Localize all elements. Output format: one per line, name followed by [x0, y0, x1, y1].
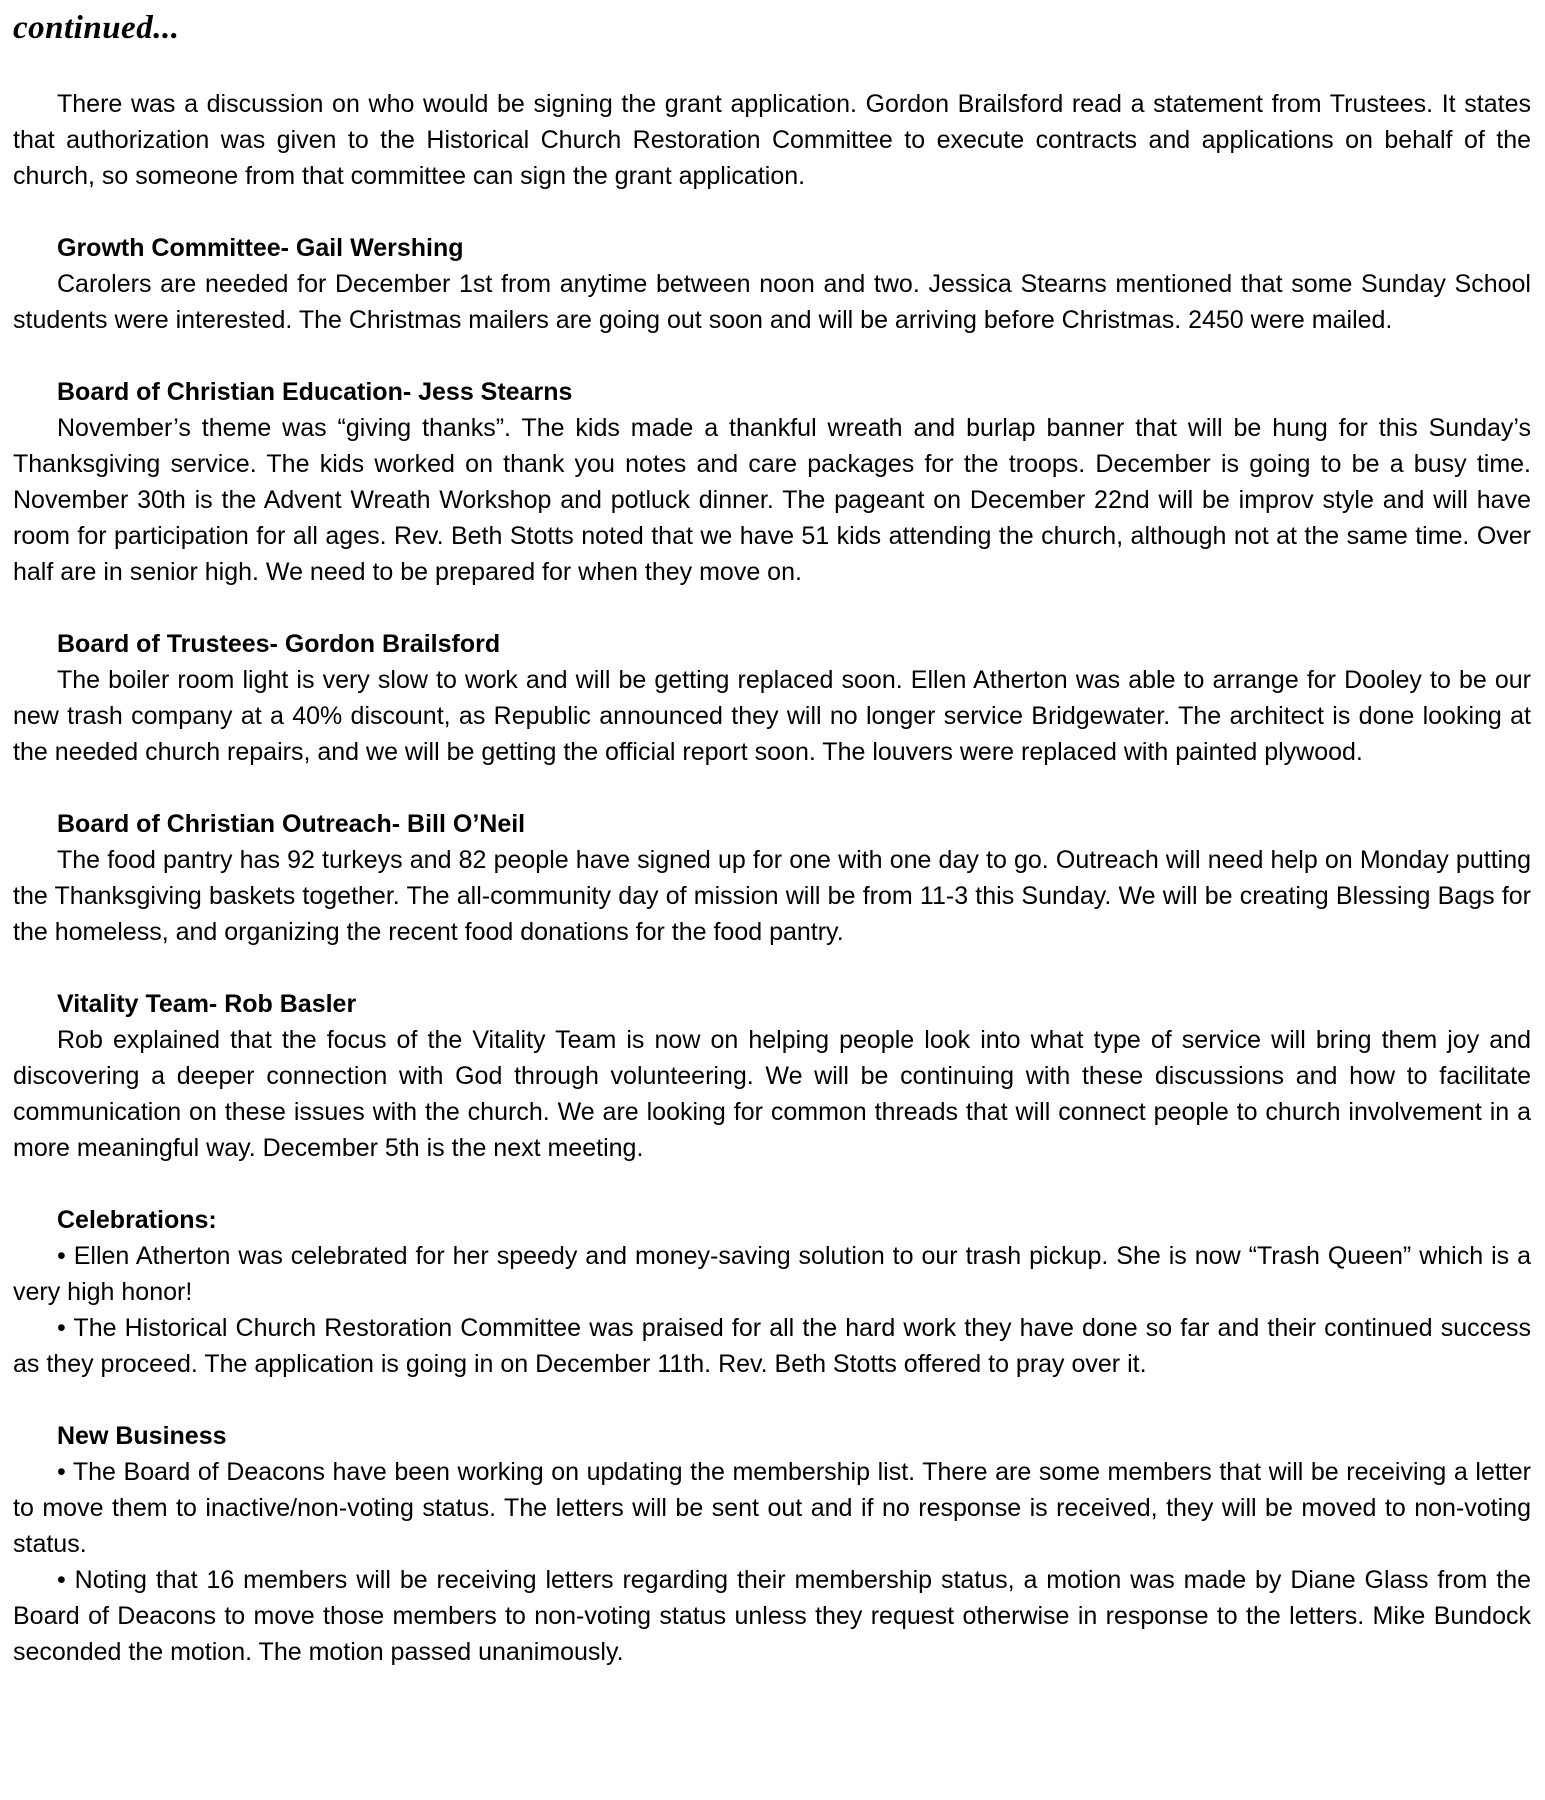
bullet-item-membership-list: • The Board of Deacons have been working on updating the membership list. There are some members that will be receiving a letter to move them to inactive/non-voting status. The letters will be sent out and if no response is received, they will be moved to non-voting status.: [13, 1458, 1531, 1558]
paragraph-growth-committee: Carolers are needed for December 1st from anytime between noon and two. Jessica Stearns mentioned that some Sunday School students were interested. The Christmas mailers are going out soon and will be arriving before Christmas. 2450 were mailed.: [13, 270, 1531, 334]
paragraph-christian-education: November’s theme was “giving thanks”. The kids made a thankful wreath and burlap banner that will be hung for this Sunday’s Thanksgiving service. The kids worked on thank you notes and care packages for the troops. December is going to be a busy time. November 30th is the Advent Wreath Workshop and potluck dinner. The pageant on December 22nd will be improv style and will have room for participation for all ages. Rev. Beth Stotts noted that we have 51 kids attending the church, although not at the same time. Over half are in senior high. We need to be prepared for when they move on.: [13, 414, 1531, 586]
section-heading-celebrations: Celebrations:: [57, 1206, 217, 1234]
section-heading-vitality-team: Vitality Team- Rob Basler: [57, 990, 357, 1018]
section-heading-growth-committee: Growth Committee- Gail Wershing: [57, 234, 464, 262]
bullet-item-membership-motion: • Noting that 16 members will be receiving letters regarding their membership status, a motion was made by Diane Glass from the Board of Deacons to move those members to non-voting status unless they request otherwise in response to the letters. Mike Bundock seconded the motion. The motion passed unanimously.: [13, 1566, 1531, 1666]
section-heading-christian-outreach: Board of Christian Outreach- Bill O’Neil: [57, 810, 526, 838]
section-heading-christian-education: Board of Christian Education- Jess Stearns: [57, 378, 573, 406]
continued-label: continued...: [13, 10, 180, 46]
bullet-item-trash-queen: • Ellen Atherton was celebrated for her speedy and money-saving solution to our trash pickup. She is now “Trash Queen” which is a very high honor!: [13, 1242, 1531, 1306]
paragraph-christian-outreach: The food pantry has 92 turkeys and 82 people have signed up for one with one day to go. Outreach will need help on Monday putting the Thanksgiving baskets together. The all-community day of mission will be from 11-3 this Sunday. We will be creating Blessing Bags for the homeless, and organizing the recent food donations for the food pantry.: [13, 846, 1531, 946]
section-heading-trustees: Board of Trustees- Gordon Brailsford: [57, 630, 501, 658]
paragraph-vitality-team: Rob explained that the focus of the Vitality Team is now on helping people look into what type of service will bring them joy and discovering a deeper connection with God through volunteering. We will be continuing with these discussions and how to facilitate communication on these issues with the church. We are looking for common threads that will connect people to church involvement in a more meaningful way. December 5th is the next meeting.: [13, 1026, 1531, 1162]
paragraph-grant-signing: There was a discussion on who would be signing the grant application. Gordon Brailsford read a statement from Trustees. It states that authorization was given to the Historical Church Restoration Committee to execute contracts and applications on behalf of the church, so someone from that committee can sign the grant application.: [13, 90, 1531, 190]
bullet-item-restoration-praise: • The Historical Church Restoration Committee was praised for all the hard work they have done so far and their continued success as they proceed. The application is going in on December 11th. Rev. Beth Stotts offered to pray over it.: [13, 1314, 1531, 1378]
paragraph-trustees: The boiler room light is very slow to work and will be getting replaced soon. Ellen Atherton was able to arrange for Dooley to be our new trash company at a 40% discount, as Republic announced they will no longer service Bridgewater. The architect is done looking at the needed church repairs, and we will be getting the official report soon. The louvers were replaced with painted plywood.: [13, 666, 1531, 766]
section-heading-new-business: New Business: [57, 1422, 227, 1450]
